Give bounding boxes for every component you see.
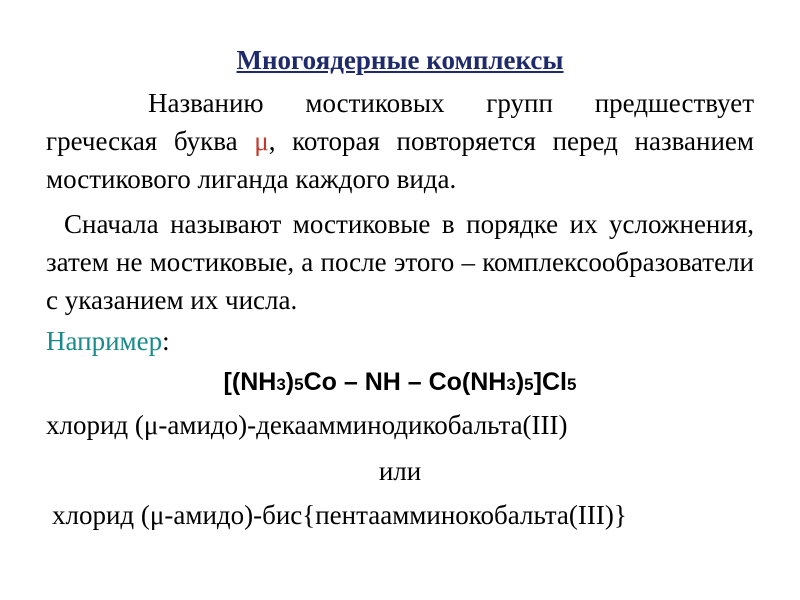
formula-index: 5 [524, 375, 534, 394]
formula-index: 5 [566, 375, 577, 394]
paragraph-bridging-groups [46, 84, 754, 198]
compound-name-2: хлорид (μ-амидо)-бис{пентаамминокобальта(III)} [52, 500, 627, 530]
formula-index: 3 [276, 375, 286, 394]
formula-part: Co – NH – Co(NH [303, 368, 507, 396]
formula-part: ) [515, 368, 525, 396]
mu-letter: μ [254, 126, 269, 156]
compound-name-1: хлорид (μ-амидо)-декаамминодикобальта(III) [46, 410, 568, 440]
slide-title: Многоядерные комплексы [236, 45, 564, 75]
formula-index: 5 [294, 375, 304, 394]
formula-part: ) [285, 368, 295, 396]
formula-part: [(NH [223, 368, 277, 396]
formula-part: ]Cl [533, 368, 567, 396]
formula-index: 3 [506, 375, 516, 394]
example-colon: : [162, 326, 170, 356]
paragraph-naming-order: Сначала называют мостиковые в порядке их усложнения, затем не мостиковые, а после этого – комплексообразователи с указанием их числа. [46, 209, 754, 315]
example-label [46, 322, 170, 360]
paragraph1-text-start: Названию мостиковых групп предшествует греческая буква [46, 88, 754, 156]
paragraph1-text-end: , которая повторяется перед названием мостикового лиганда каждого вида. [46, 126, 755, 194]
chemical-formula [0, 363, 800, 404]
or-word: или [378, 456, 422, 486]
example-word: Например [46, 326, 163, 356]
